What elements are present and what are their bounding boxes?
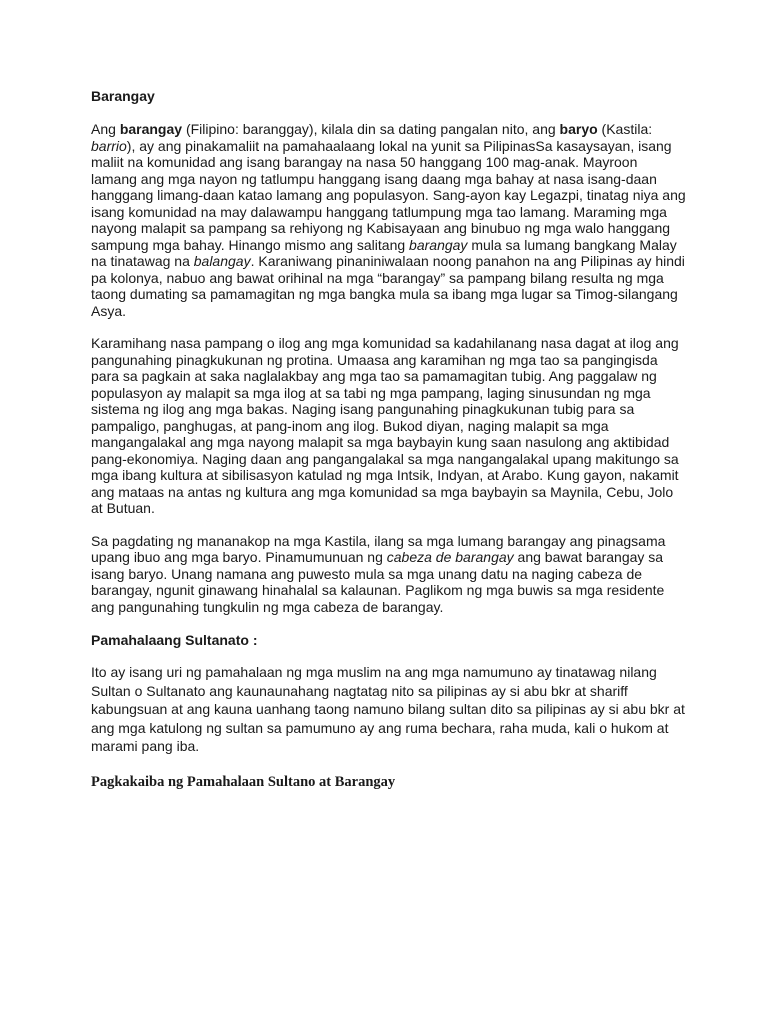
italic-term-balangay: balangay	[193, 253, 251, 269]
text-span: ang bawat barangay sa isang baryo. Unang namana ang puwesto mula sa mga unang datu na naging cabeza de barangay, ngunit ginawang hinahalal sa kalaunan. Paglikom ng mga buwis sa mga residente ang pangunahing tungkulin ng mga cabeza de barangay.	[91, 549, 665, 615]
italic-term-cabeza-de-barangay: cabeza de barangay	[386, 549, 514, 565]
text-span: mula sa lumang bangkang Malay na tinatawag na	[91, 236, 677, 269]
text-span: (Kastila:	[597, 121, 653, 137]
document-page	[91, 88, 687, 791]
bold-term-baryo: baryo	[559, 121, 598, 137]
text-span: . Karaniwang pinaniniwalaan noong panahon na ang Pilipinas ay hindi pa kolonya, nabuo ang bawat orihinal na mga “barangay” sa pampang bilang resulta ng mga taong dumating sa pamamagitan ng mga bangka mula sa ibang mga lugar sa Timog-silangang Asya.	[91, 253, 685, 319]
paragraph-barangay-spanish-era	[91, 533, 687, 616]
text-span: ), ay ang pinakamaliit na pamahaalaang lokal na yunit sa PilipinasSa kasaysayan, isang maliit na komunidad ang isang barangay na nasa 50 hanggang 100 mag-anak. Mayroon lamang ang mga nayon ng tatlumpu hanggang isang daang mga bahay at nasa isang-daan hanggang limang-daan katao lamang ang populasyon. Sang-ayon kay Legazpi, tinatag niya ang isang komunidad na may dalawampu hanggang tatlumpung mga tao lamang. Maraming mga nayong malapit sa pampang sa rehiyong ng Kabisayaan ang binubuo ng mga walo hanggang sampung mga bahay. Hinango mismo ang salitang	[91, 137, 686, 253]
italic-term-barrio: barrio	[91, 137, 127, 154]
section-heading-sultanato: Pamahalaang Sultanato :	[91, 632, 258, 648]
italic-term-barangay: barangay	[409, 236, 468, 253]
paragraph-barangay-definition	[91, 121, 687, 319]
paragraph-barangay-geography: Karamihang nasa pampang o ilog ang mga komunidad sa kadahilanang nasa dagat at ilog ang pangunahing pinagkukunan ng protina. Umaasa ang karamihan ng mga tao sa pangingisda para sa pagkain at saka naglalakbay ang mga tao sa pamamagitan tubig. Ang paggalaw ng populasyon ay malapit sa mga ilog at sa tabi ng mga pampang, laging sinusundan ng mga sistema ng ilog ang mga bakas. Naging isang pangunahing pinagkukunan tubig para sa pampaligo, panghugas, at pang-inom ang ilog. Bukod diyan, naging malapit sa mga mangangalakal ang mga nayong malapit sa mga baybayin kung saan nasulong ang aktibidad pang-ekonomiya. Naging daan ang pangangalakal sa mga nangangalakal upang makitungo sa mga ibang kultura at sibilisasyon katulad ng mga Intsik, Indyan, at Arabo. Kung gayon, nakamit ang mataas na antas ng kultura ang mga komunidad sa mga baybayin sa Maynila, Cebu, Jolo at Butuan.	[91, 335, 679, 516]
section-heading-barangay: Barangay	[91, 88, 155, 104]
text-span: (Filipino: baranggay), kilala din sa dating pangalan nito, ang	[182, 121, 560, 137]
text-span: Sa pagdating ng mananakop na mga Kastila, ilang sa mga lumang barangay ang pinagsama upang ibuo ang mga baryo. Pinamumunuan ng	[91, 532, 666, 565]
text-span: Ang	[91, 121, 120, 137]
paragraph-sultanato: Ito ay isang uri ng pamahalaan ng mga muslim na ang mga namumuno ay tinatawag nilang Sultan o Sultanato ang kaunaunahang nagtatag nito sa pilipinas ay si abu bkr at shariff kabungsuan at ang kauna uanhang taong namuno bilang sultan dito sa pilipinas ay si abu bkr at ang mga katulong ng sultan sa pamumuno ay ang ruma bechara, raha muda, kali o hukom at marami pang iba.	[91, 664, 685, 754]
bold-term-barangay: barangay	[119, 121, 183, 137]
section-heading-pagkakaiba: Pagkakaiba ng Pamahalaan Sultano at Barangay	[91, 773, 396, 790]
